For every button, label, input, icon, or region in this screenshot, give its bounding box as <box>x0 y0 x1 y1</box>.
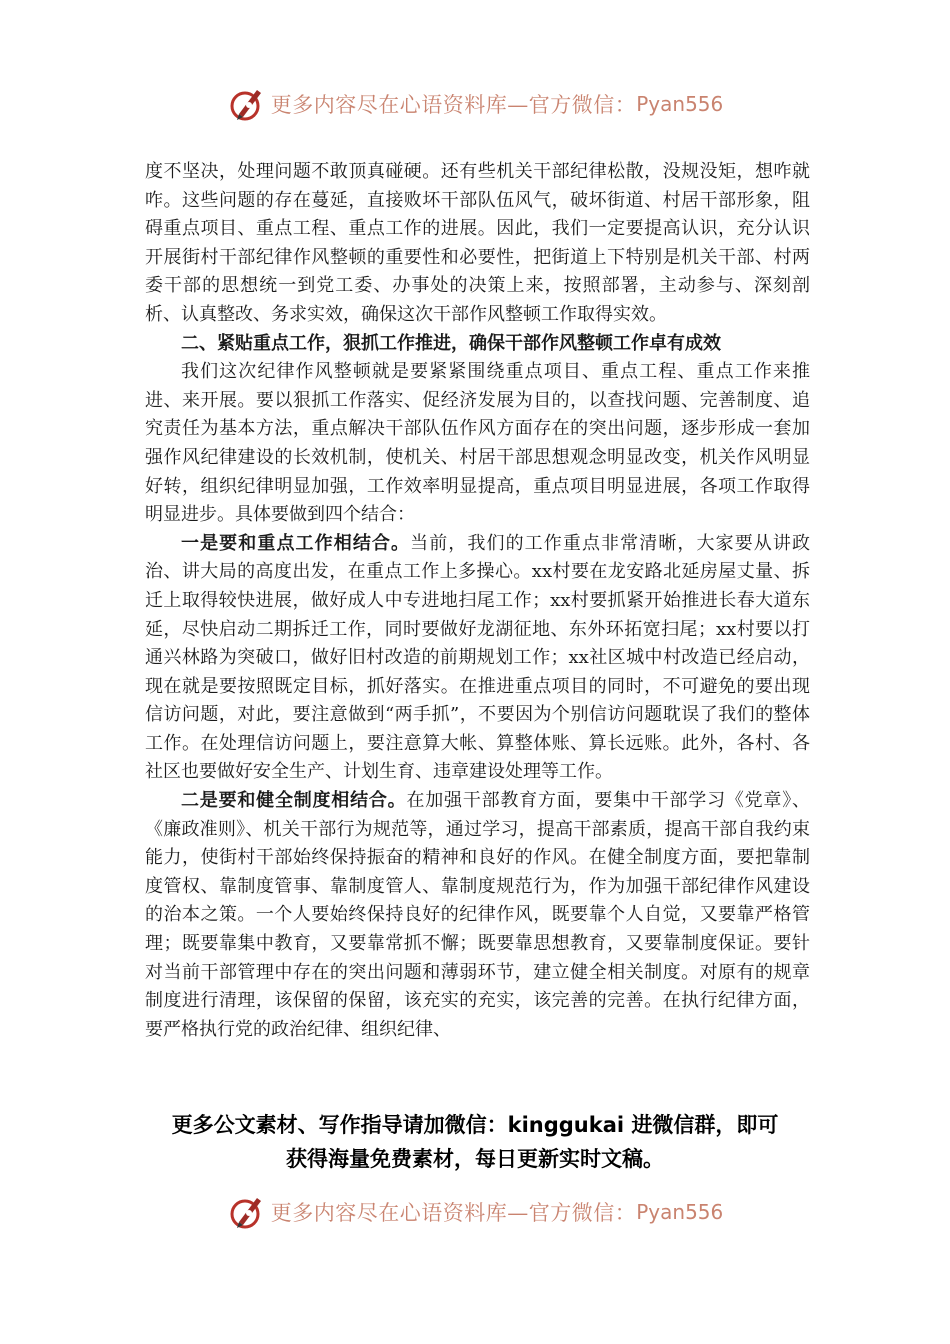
pen-logo-icon <box>227 84 267 124</box>
footer-watermark-banner <box>0 1192 950 1232</box>
promo-line-1: 更多公文素材、写作指导请加微信：kinggukai 进微信群，即可 <box>171 1113 779 1137</box>
pen-logo-icon <box>227 1192 267 1232</box>
paragraph-continued: 度不坚决，处理问题不敢顶真碰硬。还有些机关干部纪律松散，没规没矩，想咋就咋。这些问题的存在蔓延，直接败坏干部队伍风气，破坏街道、村居干部形象，阻碍重点项目、重点工程、重点工作的进展。因此，我们一定要提高认识，充分认识开展街村干部纪律作风整顿的重要性和必要性，把街道上下特别是机关干部、村两委干部的思想统一到党工委、办事处的决策上来，按照部署，主动参与、深刻剖析、认真整改、务求实效，确保这次干部作风整顿工作取得实效。 <box>145 161 810 325</box>
document-body <box>145 158 810 1044</box>
point-2-lead: 二是要和健全制度相结合。 <box>181 790 407 812</box>
section-heading: 二、紧贴重点工作，狠抓工作推进，确保干部作风整顿工作卓有成效 <box>181 332 721 354</box>
paragraph-point-1 <box>145 530 810 787</box>
point-1-text: 当前，我们的工作重点非常清晰，大家要从讲政治、讲大局的高度出发，在重点工作上多操心。xx村要在龙安路北延房屋丈量、拆迁上取得较快进展，做好成人中专进地扫尾工作；xx村要抓紧开始推进长春大道东延，尽快启动二期拆迁工作，同时要做好龙湖征地、东外环拓宽扫尾；xx村要以打通兴林路为突破口，做好旧村改造的前期规划工作；xx社区城中村改造已经启动，现在就是要按照既定目标，抓好落实。在推进重点项目的同时，不可避免的要出现信访问题，对此，要注意做到“两手抓”，不要因为个别信访问题耽误了我们的整体工作。在处理信访问题上，要注意算大帐、算整体账、算长远账。此外，各村、各社区也要做好安全生产、计划生育、违章建设处理等工作。 <box>145 532 810 783</box>
header-banner-text: 更多内容尽在心语资料库—官方微信： <box>270 93 637 117</box>
point-2-text: 在加强干部教育方面，要集中干部学习《党章》、《廉政准则》、机关干部行为规范等，通过学习，提高干部素质，提高干部自我约束能力，使街村干部始终保持振奋的精神和良好的作风。在健全制度方面，要把靠制度管权、靠制度管事、靠制度管人、靠制度规范行为，作为加强干部纪律作风建设的治本之策。一个人要始终保持良好的纪律作风，既要靠个人自觉，又要靠严格管理；既要靠集中教育，又要靠常抓不懈；既要靠思想教育，又要靠制度保证。要针对当前干部管理中存在的突出问题和薄弱环节，建立健全相关制度。对原有的规章制度进行清理，该保留的保留，该充实的充实，该完善的完善。在执行纪律方面，要严格执行党的政治纪律、组织纪律、 <box>145 790 811 1040</box>
footer-banner-id: Pyan556 <box>636 1200 724 1224</box>
promo-notice <box>100 1108 850 1176</box>
point-1-lead: 一是要和重点工作相结合。 <box>181 532 411 554</box>
header-watermark-banner <box>0 84 950 124</box>
promo-line-2: 获得海量免费素材，每日更新实时文稿。 <box>286 1147 664 1171</box>
paragraph-point-2 <box>145 787 810 1044</box>
footer-banner-text: 更多内容尽在心语资料库—官方微信： <box>270 1201 637 1225</box>
header-banner-id: Pyan556 <box>636 92 724 116</box>
paragraph-intro: 我们这次纪律作风整顿就是要紧紧围绕重点项目、重点工程、重点工作来推进、来开展。要以狠抓工作落实、促经济发展为目的，以查找问题、完善制度、追究责任为基本方法，重点解决干部队伍作风方面存在的突出问题，逐步形成一套加强作风纪律建设的长效机制，使机关、村居干部思想观念明显改变，机关作风明显好转，组织纪律明显加强，工作效率明显提高，重点项目明显进展，各项工作取得明显进步。具体要做到四个结合： <box>145 361 810 526</box>
